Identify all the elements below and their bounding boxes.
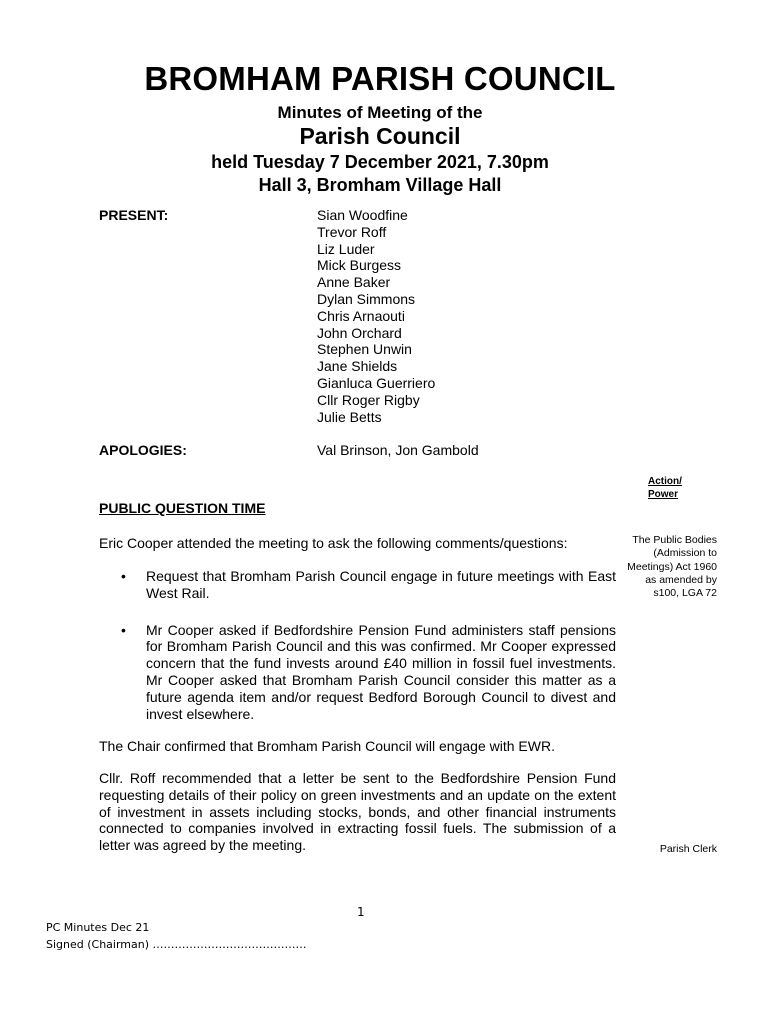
org-title: BROMHAM PARISH COUNCIL <box>144 60 616 97</box>
attendee-name: Trevor Roff <box>317 223 387 240</box>
meeting-venue: Hall 3, Bromham Village Hall <box>258 175 502 195</box>
attendee-name: John Orchard <box>317 324 402 341</box>
question-bullet-list <box>99 568 616 722</box>
attendee-name: Stephen Unwin <box>317 341 412 358</box>
attendee-name: Jane Shields <box>317 358 398 375</box>
bullet-text: Mr Cooper asked if Bedfordshire Pension Fund administers staff pensions for Bromham Parish Council and this was confirmed. Mr Cooper expressed concern that the fund invests around £40 million in fossil fuel investments. Mr Cooper asked that Bromham Parish Council consider this matter as a future agenda item and/or request Bedford Borough Council to divest and invest elsewhere. <box>146 621 616 722</box>
action-note-public-bodies-act: The Public Bodies (Admission to Meetings) Act 1960 as amended by s100, LGA 72 <box>627 534 717 600</box>
action-power-header <box>648 475 708 501</box>
body-title: Parish Council <box>299 123 461 149</box>
bullet-icon: • <box>121 568 126 584</box>
attendee-name: Mick Burgess <box>317 257 402 274</box>
attendee-name: Gianluca Guerriero <box>317 374 436 391</box>
question-bullet-item <box>99 622 616 723</box>
attendee-name: Dylan Simmons <box>317 290 416 307</box>
footer-signature-line: Signed (Chairman) …………………………………… <box>46 938 307 951</box>
apologies-label: APOLOGIES: <box>99 442 187 458</box>
attendee-name: Cllr Roger Rigby <box>317 391 420 408</box>
chair-statement: The Chair confirmed that Bromham Parish Council will engage with EWR. <box>99 738 555 754</box>
action-header-line: Action/ <box>648 476 682 487</box>
meeting-date: held Tuesday 7 December 2021, 7.30pm <box>211 152 549 172</box>
question-intro: Eric Cooper attended the meeting to ask the following comments/questions: <box>99 535 568 551</box>
attendee-name: Liz Luder <box>317 240 375 257</box>
bullet-icon: • <box>121 621 126 638</box>
action-note-parish-clerk: Parish Clerk <box>659 843 717 855</box>
present-label: PRESENT: <box>99 207 169 223</box>
attendee-list <box>317 207 435 425</box>
attendee-name: Julie Betts <box>317 408 382 425</box>
apologies-value: Val Brinson, Jon Gambold <box>317 442 479 458</box>
bullet-text: Request that Bromham Parish Council engage in future meetings with East West Rail. <box>146 568 616 601</box>
question-bullet-item <box>99 568 616 602</box>
minutes-subtitle: Minutes of Meeting of the <box>277 103 483 122</box>
attendee-name: Anne Baker <box>317 274 391 291</box>
footer-reference: PC Minutes Dec 21 <box>46 921 150 934</box>
power-header-line: Power <box>648 489 679 500</box>
page-number: 1 <box>357 905 365 919</box>
attendee-name: Sian Woodfine <box>317 207 408 223</box>
section-heading-public-question-time: PUBLIC QUESTION TIME <box>99 500 266 516</box>
roff-recommendation: Cllr. Roff recommended that a letter be sent to the Bedfordshire Pension Fund requesting details of their policy on green investments and an update on the extent of investment in assets including stocks, bonds, and other financial instruments connected to companies involved in extracting fossil fuels. The submission of a letter was agreed by the meeting. <box>99 770 616 854</box>
attendee-name: Chris Arnaouti <box>317 307 405 324</box>
